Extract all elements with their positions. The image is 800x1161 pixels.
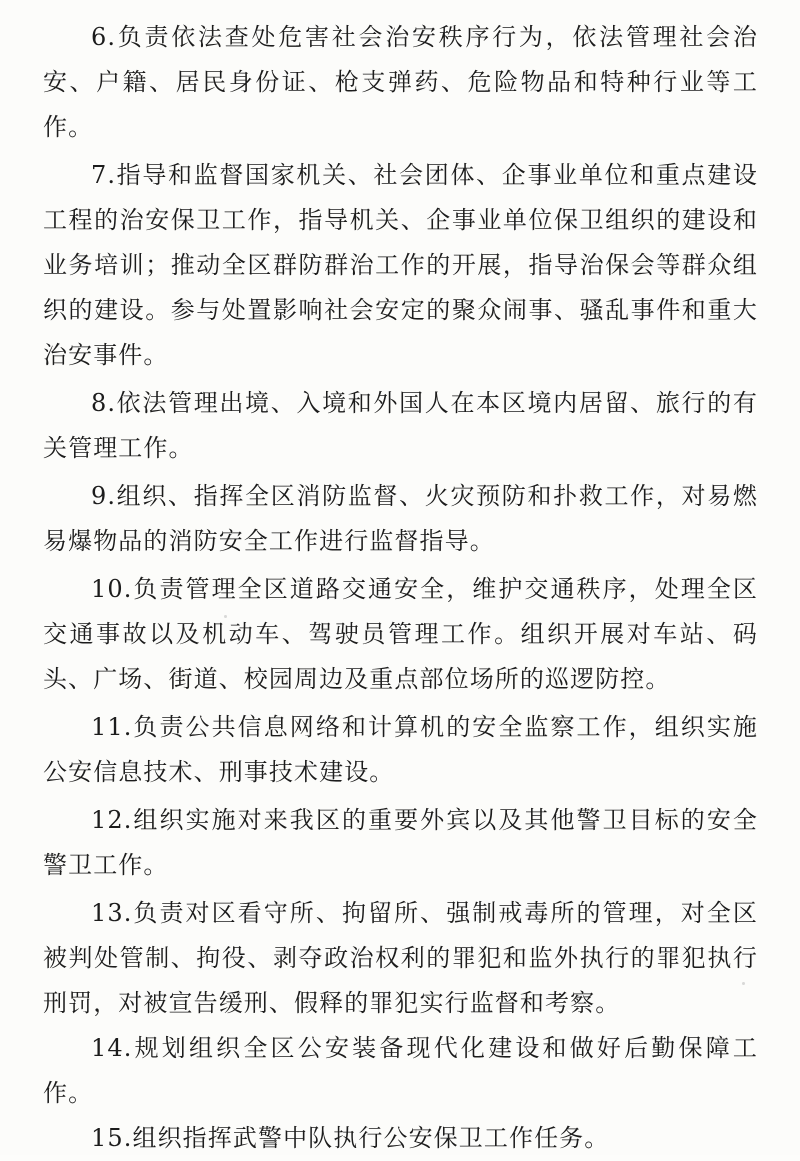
duty-item-13: 13.负责对区看守所、拘留所、强制戒毒所的管理，对全区被判处管制、拘役、剥夺政治权利的罪犯和监外执行的罪犯执行刑罚，对被宣告缓刑、假释的罪犯实行监督和考察。 — [43, 899, 758, 1017]
duty-item-6: 6.负责依法查处危害社会治安秩序行为，依法管理社会治安、户籍、居民身份证、枪支弹药、危险物品和特种行业等工作。 — [43, 23, 758, 141]
scan-speck — [224, 615, 227, 618]
duty-item-8: 8.依法管理出境、入境和外国人在本区境内居留、旅行的有关管理工作。 — [43, 389, 758, 462]
duty-item-11: 11.负责公共信息网络和计算机的安全监察工作，组织实施公安信息技术、刑事技术建设。 — [43, 713, 758, 786]
duty-item-7: 7.指导和监督国家机关、社会团体、企事业单位和重点建设工程的治安保卫工作，指导机关、企事业单位保卫组织的建设和业务培训；推动全区群防群治工作的开展，指导治保会等群众组织的建设。参与处置影响社会安定的聚众闹事、骚乱事件和重大治安事件。 — [43, 161, 758, 369]
document-body — [43, 15, 758, 1161]
scan-speck — [742, 982, 745, 985]
duty-item-12: 12.组织实施对来我区的重要外宾以及其他警卫目标的安全警卫工作。 — [43, 806, 758, 879]
duty-item-10: 10.负责管理全区道路交通安全，维护交通秩序，处理全区交通事故以及机动车、驾驶员管理工作。组织开展对车站、码头、广场、街道、校园周边及重点部位场所的巡逻防控。 — [43, 575, 758, 693]
duty-item-14: 14.规划组织全区公安装备现代化建设和做好后勤保障工作。 — [43, 1034, 758, 1107]
duty-item-9: 9.组织、指挥全区消防监督、火灾预防和扑救工作，对易燃易爆物品的消防安全工作进行监督指导。 — [43, 482, 758, 555]
duty-item-15: 15.组织指挥武警中队执行公安保卫工作任务。 — [91, 1124, 610, 1152]
